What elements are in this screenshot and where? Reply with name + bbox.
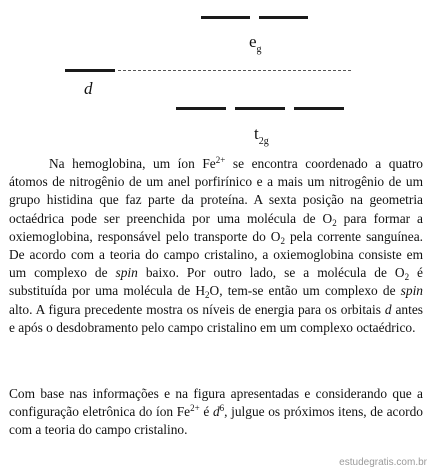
- watermark: estudegratis.com.br: [339, 457, 427, 468]
- d-label: d: [84, 79, 93, 98]
- instruction-paragraph: Com base nas informações e na figura apresentadas e considerando que a configuração eletrônica do íon $Fe^{2+}$ é $d^6$, julgue os próximos itens, de acordo com a teoria do campo cristalino.: [9, 386, 423, 438]
- eg-orbital-line-2: [259, 16, 308, 19]
- eg-orbital-line-1: [201, 16, 250, 19]
- eg-label: $e_g$: [249, 32, 262, 55]
- d-orbital-line: [65, 69, 115, 72]
- d-energy-dashed-line: [118, 70, 351, 71]
- t2g-label: $t_{2g}$: [254, 124, 269, 147]
- context-paragraph: Na hemoglobina, um íon $Fe^{2+}$ se encontra coordenado a quatro átomos de nitrogênio de um anel porfirínico e a mais um nitrogênio de um grupo histidina que faz parte da proteína. A sexta posição na geometria octaédrica pode ser preenchida por uma molécula de $O_2$ para formar a oxiemoglobina, responsável pelo transporte do $O_2$ pela corrente sanguínea. De acordo com a teoria do campo cristalino, a oxiemoglobina consiste em um complexo de spin baixo. Por outro lado, se a molécula de $O_2$ é substituída por uma molécula de $H_2O$, tem-se então um complexo de spin alto. A figura precedente mostra os níveis de energia para os orbitais d antes e após o desdobramento pelo campo cristalino em um complexo octaédrico.: [9, 155, 423, 335]
- t2g-orbital-line-3: [294, 107, 344, 110]
- t2g-orbital-line-2: [235, 107, 285, 110]
- t2g-orbital-line-1: [176, 107, 226, 110]
